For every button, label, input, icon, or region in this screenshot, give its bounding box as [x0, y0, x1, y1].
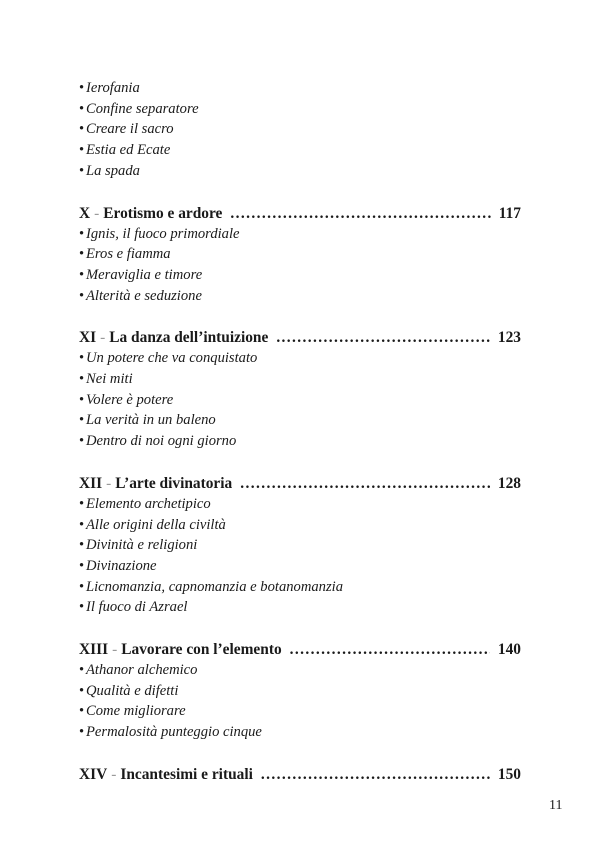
- chapter-xiv: [79, 764, 521, 785]
- dot-leader: [276, 327, 490, 348]
- list-item: • Meraviglia e timore: [79, 266, 203, 283]
- list-item: • Alle origini della civiltà: [79, 516, 226, 533]
- page-number: 11: [549, 798, 563, 813]
- chapter-page-number: 140: [497, 641, 521, 659]
- list-item: • Confine separatore: [79, 100, 199, 117]
- chapter-title: Lavorare con l’elemento: [121, 641, 282, 659]
- list-item: • Athanor alchemico: [79, 662, 198, 679]
- list-item: • Nei miti: [79, 371, 133, 388]
- dot-leader: [230, 203, 490, 224]
- list-item: • Creare il sacro: [79, 121, 174, 138]
- dot-leader: [240, 473, 490, 494]
- list-item: • Licnomanzia, capnomanzia e botanomanzia: [79, 578, 344, 595]
- list-item: • Il fuoco di Azrael: [79, 599, 188, 616]
- chapter-page-number: 123: [497, 329, 521, 347]
- list-item: • Elemento archetipico: [79, 495, 211, 512]
- chapter-title: Erotismo e ardore: [103, 204, 223, 222]
- chapter-page-number: 150: [497, 765, 521, 783]
- list-item: • Ignis, il fuoco primordiale: [79, 225, 240, 242]
- chapter-number: X: [79, 204, 91, 222]
- chapter-heading[interactable]: [79, 639, 521, 660]
- chapter-heading[interactable]: [79, 203, 521, 224]
- chapter-xii: [79, 473, 521, 618]
- chapter-heading[interactable]: [79, 473, 521, 494]
- list-item: • Volere è potere: [79, 391, 174, 408]
- chapter-number: XII: [79, 474, 103, 492]
- chapter-x: [79, 203, 521, 307]
- list-item: • Dentro di noi ogni giorno: [79, 433, 237, 450]
- chapter-title: La danza dell’intuizione: [109, 329, 269, 347]
- chapter-number: XI: [79, 329, 97, 347]
- chapter-separator: -: [112, 641, 118, 659]
- list-item: • Estia ed Ecate: [79, 142, 171, 159]
- chapter-heading[interactable]: [79, 764, 521, 785]
- chapter-heading[interactable]: [79, 327, 521, 348]
- intro-subsection-list: [79, 78, 521, 182]
- list-item: • Divinità e religioni: [79, 537, 198, 554]
- subsection-list: [79, 348, 521, 452]
- subsection-list: [79, 660, 521, 743]
- chapter-separator: -: [111, 765, 117, 783]
- chapter-title: Incantesimi e rituali: [120, 765, 253, 783]
- list-item: • Qualità e difetti: [79, 682, 179, 699]
- list-item: • La spada: [79, 162, 140, 179]
- list-item: • Alterità e seduzione: [79, 287, 202, 304]
- list-item: • Permalosità punteggio cinque: [79, 724, 262, 741]
- chapter-separator: -: [100, 329, 106, 347]
- chapter-xiii: [79, 639, 521, 743]
- list-item: • Ierofania: [79, 80, 140, 96]
- list-item: • La verità in un baleno: [79, 412, 216, 429]
- chapter-number: XIV: [79, 765, 108, 783]
- chapter-number: XIII: [79, 641, 109, 659]
- chapter-xi: [79, 327, 521, 452]
- list-item: • Eros e fiamma: [79, 246, 171, 263]
- list-item: • Come migliorare: [79, 703, 186, 720]
- table-of-contents: [79, 78, 521, 785]
- list-item: • Un potere che va conquistato: [79, 350, 258, 367]
- chapter-separator: -: [106, 474, 112, 492]
- chapter-page-number: 117: [498, 204, 521, 222]
- subsection-list: [79, 224, 521, 307]
- dot-leader: [290, 639, 490, 660]
- list-item: • Divinazione: [79, 557, 157, 574]
- chapter-title: L’arte divinatoria: [115, 474, 233, 492]
- dot-leader: [261, 764, 490, 785]
- subsection-list: [79, 494, 521, 618]
- chapter-separator: -: [94, 204, 100, 222]
- chapter-page-number: 128: [497, 474, 521, 492]
